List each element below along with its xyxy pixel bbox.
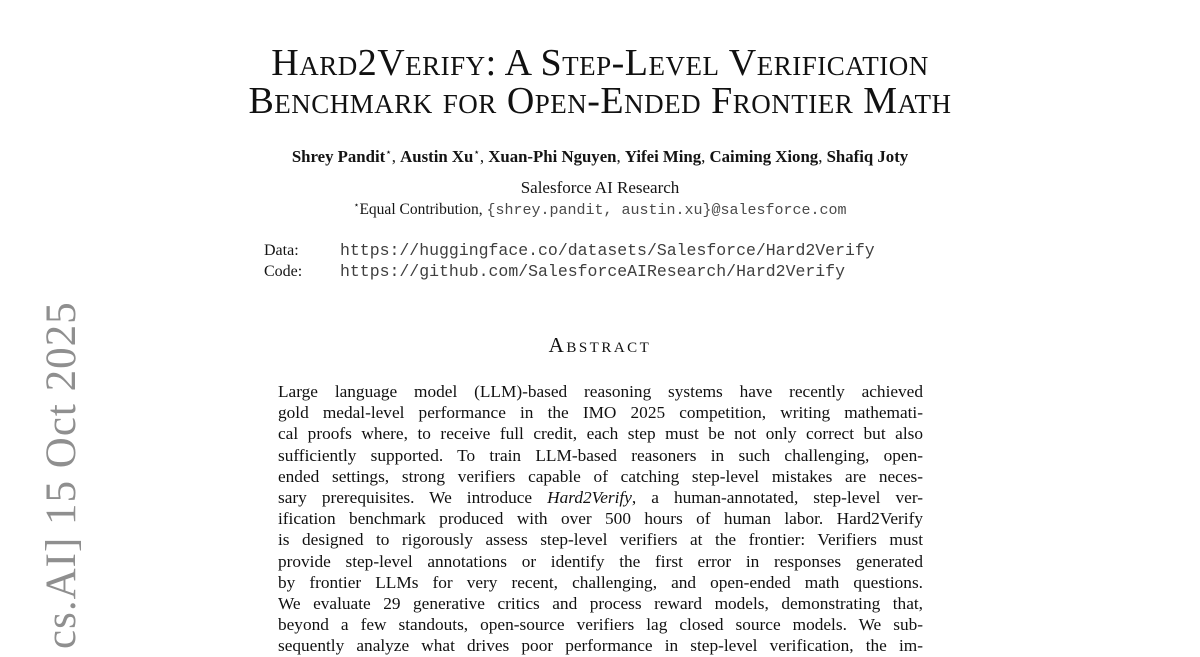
author <box>827 147 909 166</box>
abstract-body <box>278 381 923 657</box>
author-name: Shrey Pandit <box>291 147 386 166</box>
equal-contribution-star: ⋆ <box>353 199 360 211</box>
code-link-row <box>264 261 875 282</box>
abstract-text-segment: , a human-annotated, step-level ver- <box>631 488 923 508</box>
abstract-line: sequently analyze what drives poor performance in step-level verification, the im- <box>278 636 923 656</box>
benchmark-name-italic: Hard2Verify <box>547 488 632 508</box>
author-separator: , <box>479 147 489 166</box>
author <box>292 147 400 166</box>
author <box>488 147 625 166</box>
author-name: Austin Xu <box>400 147 474 166</box>
resource-links <box>264 240 875 282</box>
title-line-2: Benchmark for Open-Ended Frontier Math <box>248 80 952 122</box>
author-name: Shafiq Joty <box>826 147 909 166</box>
abstract-text-segment: sary prerequisites. We introduce <box>278 488 548 508</box>
author-separator: , <box>818 147 827 166</box>
paper-title <box>0 44 1200 120</box>
abstract-line: cal proofs where, to receive full credit, each step must be not only correct but also <box>278 424 923 444</box>
code-link[interactable]: https://github.com/SalesforceAIResearch/Hard2Verify <box>340 262 845 281</box>
equal-contribution-star: ⋆ <box>385 147 392 159</box>
author-separator: , <box>701 147 710 166</box>
code-label: Code: <box>264 263 303 280</box>
abstract-line <box>278 487 923 508</box>
abstract-line: ended settings, strong verifiers capable of catching step-level mistakes are neces- <box>278 466 923 486</box>
abstract-line: sufficiently supported. To train LLM-based reasoners in such challenging, open- <box>278 445 923 465</box>
author-separator: , <box>616 147 625 166</box>
abstract-line: Large language model (LLM)-based reasoning systems have recently achieved <box>278 382 923 401</box>
author <box>625 147 710 166</box>
contact-email: {shrey.pandit, austin.xu}@salesforce.com <box>486 202 847 219</box>
data-link[interactable]: https://huggingface.co/datasets/Salesforce/Hard2Verify <box>340 241 875 260</box>
author-name: Xuan-Phi Nguyen <box>488 147 617 166</box>
data-link-row <box>264 240 875 261</box>
abstract-line: gold medal-level performance in the IMO 2025 competition, writing mathemati- <box>278 403 923 423</box>
abstract-line: provide step-level annotations or identify the first error in responses generated <box>278 551 923 571</box>
author-separator: , <box>391 147 401 166</box>
author <box>710 147 827 166</box>
abstract-line: beyond a few standouts, open-source verifiers lag closed source models. We sub- <box>278 615 923 635</box>
abstract-line: We evaluate 29 generative critics and process reward models, demonstrating that, <box>278 594 923 614</box>
author-name: Yifei Ming <box>624 147 702 166</box>
abstract-line: by frontier LLMs for very recent, challenging, and open-ended math questions. <box>278 572 923 592</box>
data-label: Data: <box>264 242 299 259</box>
contribution-note <box>0 201 1200 219</box>
author-name: Caiming Xiong <box>709 147 819 166</box>
equal-contribution-star: ⋆ <box>473 147 480 159</box>
abstract-line: ification benchmark produced with over 500 hours of human labor. Hard2Verify <box>278 509 923 529</box>
affiliation: Salesforce AI Research <box>520 178 680 197</box>
author <box>400 147 488 166</box>
abstract-heading: Abstract <box>548 333 652 357</box>
arxiv-stamp: cs.AI] 15 Oct 2025 <box>38 301 85 649</box>
abstract-line: is designed to rigorously assess step-level verifiers at the frontier: Verifiers must <box>278 530 923 550</box>
author-list <box>0 147 1200 167</box>
title-line-1: Hard2Verify: A Step-Level Verification <box>271 42 929 84</box>
contribution-text: Equal Contribution, <box>359 201 487 218</box>
